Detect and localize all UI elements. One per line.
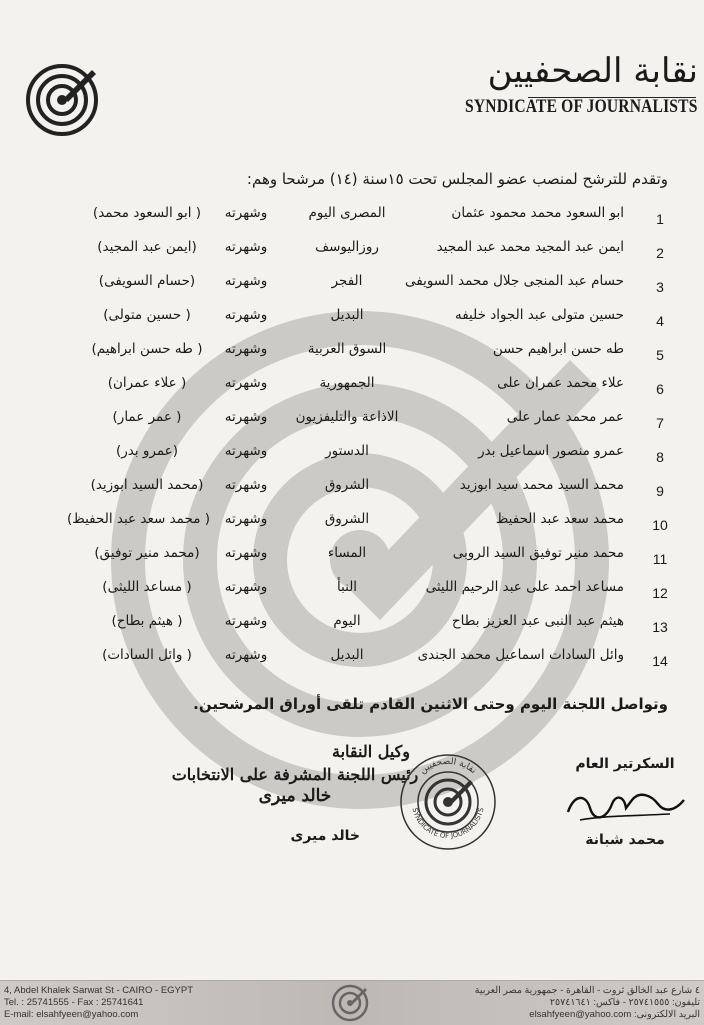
letterhead-english-title: SYNDICATE OF JOURNALISTS <box>465 96 698 117</box>
deputy-printed-name: خالد ميرى <box>290 828 360 844</box>
candidate-number: 8 <box>656 449 664 465</box>
candidate-number: 4 <box>656 313 664 329</box>
candidate-row <box>0 239 704 265</box>
candidate-name: مساعد احمد على عبد الرحيم الليثى <box>425 579 624 595</box>
candidate-number: 6 <box>656 381 664 397</box>
candidate-newspaper: البديل <box>330 307 364 323</box>
candidate-row <box>0 579 704 605</box>
candidate-nickname: ( حسين متولى) <box>103 307 191 323</box>
syndicate-stamp-icon <box>398 752 498 852</box>
candidate-nickname: ( هيثم بطاح) <box>111 613 183 629</box>
candidate-nickname: ( محمد سعد عبد الحفيظ) <box>67 511 210 527</box>
candidate-row <box>0 443 704 469</box>
candidate-row <box>0 409 704 435</box>
intro-text: وتقدم للترشح لمنصب عضو المجلس تحت ١٥سنة (١٤) مرشحا وهم: <box>246 170 668 188</box>
candidate-nickname: (عمرو بدر) <box>115 443 178 459</box>
candidate-newspaper: الشروق <box>324 477 370 493</box>
candidate-newspaper: المصرى اليوم <box>308 205 386 221</box>
candidate-known-as: وشهرته <box>224 647 268 663</box>
candidate-nickname: ( مساعد الليثى) <box>102 579 192 595</box>
candidate-row <box>0 273 704 299</box>
candidate-nickname: ( طه حسن ابراهيم) <box>91 341 203 357</box>
candidate-known-as: وشهرته <box>224 511 268 527</box>
candidate-name: علاء محمد عمران على <box>497 375 624 391</box>
candidate-nickname: ( ابو السعود محمد) <box>92 205 202 221</box>
deputy-title: وكيل النقابة <box>331 742 410 761</box>
secretary-title: السكرتير العام <box>575 756 675 772</box>
candidate-number: 3 <box>656 279 664 295</box>
candidate-nickname: ( عمر عمار) <box>112 409 182 425</box>
candidate-name: عمرو منصور اسماعيل بدر <box>478 443 624 459</box>
candidate-row <box>0 341 704 367</box>
candidate-number: 5 <box>656 347 664 363</box>
syndicate-logo-icon <box>22 60 102 140</box>
candidate-newspaper: الاذاعة والتليفزيون <box>295 409 399 425</box>
candidate-known-as: وشهرته <box>224 443 268 459</box>
candidate-name: هيثم عبد النبى عبد العزيز بطاح <box>451 613 624 629</box>
candidate-row <box>0 545 704 571</box>
candidate-nickname: ( وائل السادات) <box>102 647 192 663</box>
candidate-nickname: (محمد السيد ابوزيد) <box>90 477 204 493</box>
candidate-row <box>0 307 704 333</box>
candidate-name: محمد منير توفيق السيد الروبى <box>452 545 624 561</box>
candidate-name: حسام عبد المنجى جلال محمد السويفى <box>404 273 624 289</box>
committee-title: رئيس اللجنة المشرفة على الانتخابات <box>171 765 419 784</box>
candidate-number: 13 <box>652 619 668 635</box>
candidate-number: 9 <box>656 483 664 499</box>
candidate-newspaper: اليوم <box>333 613 361 629</box>
footer-contact-english <box>4 985 193 1021</box>
candidate-name: طه حسن ابراهيم حسن <box>492 341 624 357</box>
candidate-newspaper: السوق العربية <box>307 341 387 357</box>
candidate-name: حسين متولى عبد الجواد خليفه <box>454 307 624 323</box>
candidate-row <box>0 477 704 503</box>
candidate-known-as: وشهرته <box>224 375 268 391</box>
candidate-number: 7 <box>656 415 664 431</box>
candidate-name: ابو السعود محمد محمود عثمان <box>451 205 624 221</box>
handwritten-signature-icon <box>560 782 690 832</box>
candidate-known-as: وشهرته <box>224 273 268 289</box>
secretary-printed-name: محمد شبانة <box>585 832 665 848</box>
candidate-newspaper: الجمهورية <box>319 375 375 391</box>
closing-text: وتواصل اللجنة اليوم وحتى الاثنين القادم تلقى أوراق المرشحين. <box>193 695 668 713</box>
letterhead-footer <box>0 980 704 1025</box>
candidate-newspaper: الفجر <box>331 273 363 289</box>
candidate-nickname: (محمد منير توفيق) <box>94 545 200 561</box>
candidate-known-as: وشهرته <box>224 545 268 561</box>
candidate-number: 12 <box>652 585 668 601</box>
candidate-newspaper: الشروق <box>324 511 370 527</box>
candidate-newspaper: المساء <box>327 545 367 561</box>
letterhead-divider <box>528 97 696 98</box>
candidate-newspaper: البديل <box>330 647 364 663</box>
deputy-signature-name: خالد ميرى <box>258 786 332 806</box>
letterhead-arabic-title: نقابة الصحفيين <box>487 51 698 91</box>
candidate-number: 14 <box>652 653 668 669</box>
candidate-newspaper: النبأ <box>336 579 358 595</box>
candidate-newspaper: روزاليوسف <box>315 239 379 255</box>
candidate-known-as: وشهرته <box>224 239 268 255</box>
candidate-name: عمر محمد عمار على <box>506 409 624 425</box>
candidate-known-as: وشهرته <box>224 341 268 357</box>
candidate-name: ايمن عبد المجيد محمد عبد المجيد <box>436 239 624 255</box>
footer-phone: Tel. : 25741555 - Fax : 25741641 <box>4 997 144 1008</box>
candidate-known-as: وشهرته <box>224 579 268 595</box>
signature-deputy-head <box>150 742 440 844</box>
footer-phone-arabic: تليفون: ٢٥٧٤١٥٥٥ - فاكس: ٢٥٧٤١٦٤١ <box>549 997 700 1008</box>
stamp-arabic-text: نقابة الصحفيين <box>418 756 479 777</box>
footer-address-arabic: ٤ شارع عبد الخالق ثروت - القاهرة - جمهورية مصر العربية <box>474 985 700 996</box>
candidate-nickname: (ايمن عبد المجيد) <box>97 239 197 255</box>
footer-contact-arabic <box>475 985 700 1021</box>
candidate-nickname: ( علاء عمران) <box>107 375 187 391</box>
candidate-row <box>0 375 704 401</box>
candidate-row <box>0 613 704 639</box>
letterhead <box>414 52 698 118</box>
candidate-name: محمد سعد عبد الحفيظ <box>495 511 624 527</box>
footer-email: E-mail: elsahfyeen@yahoo.com <box>4 1009 139 1020</box>
candidate-known-as: وشهرته <box>224 205 268 221</box>
candidate-row <box>0 511 704 537</box>
candidate-known-as: وشهرته <box>224 477 268 493</box>
candidate-number: 2 <box>656 245 664 261</box>
footer-email-arabic: elsahfyeen@yahoo.com :البريد الالكترونى <box>529 1009 700 1020</box>
candidate-nickname: (حسام السويفى) <box>98 273 196 289</box>
candidate-number: 1 <box>656 211 664 227</box>
candidate-name: محمد السيد محمد سيد ابوزيد <box>459 477 624 493</box>
footer-logo-icon <box>330 983 370 1023</box>
candidate-row <box>0 647 704 673</box>
footer-address: 4, Abdel Khalek Sarwat St - CAIRO - EGYPT <box>4 985 194 996</box>
candidate-name: وائل السادات اسماعيل محمد الجندى <box>417 647 624 663</box>
stamp-english-text: SYNDICATE OF JOURNALISTS <box>410 806 486 841</box>
candidate-known-as: وشهرته <box>224 409 268 425</box>
candidate-newspaper: الدستور <box>325 443 369 459</box>
candidate-row <box>0 205 704 231</box>
candidate-known-as: وشهرته <box>224 307 268 323</box>
candidate-number: 11 <box>652 551 668 567</box>
candidate-number: 10 <box>652 517 668 533</box>
candidate-known-as: وشهرته <box>224 613 268 629</box>
